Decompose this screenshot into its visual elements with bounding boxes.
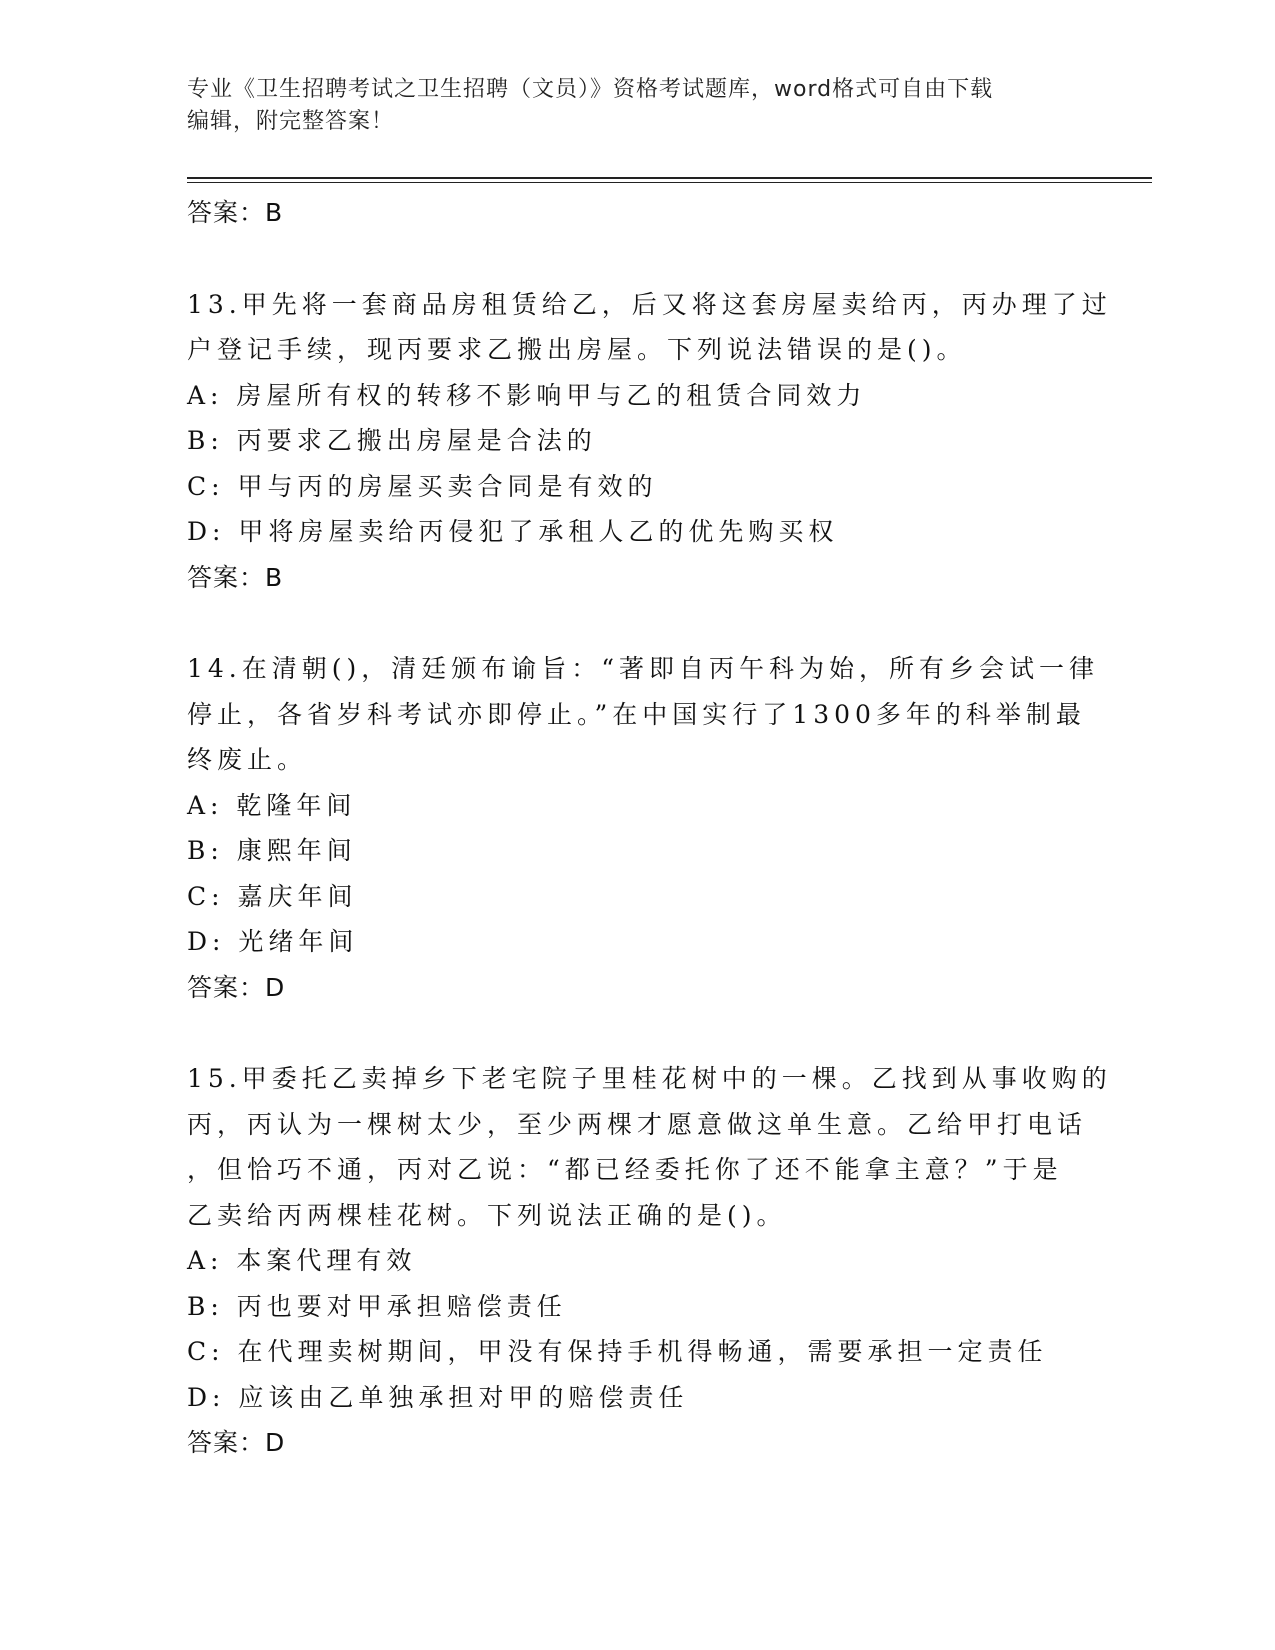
question-13	[187, 282, 1112, 601]
option-d: D: 光绪年间	[187, 927, 359, 956]
option-c: C: 甲与丙的房屋买卖合同是有效的	[187, 471, 658, 501]
header-rule-thin	[187, 182, 1152, 183]
option-d: D: 应该由乙单独承担对甲的赔偿责任	[187, 1382, 689, 1412]
question-stem-line: 乙卖给丙两棵桂花树。下列说法正确的是()。	[187, 1200, 787, 1230]
question-stem-line: 14.在清朝()，清廷颁布谕旨：“著即自丙午科为始，所有乡会试一律	[187, 654, 1100, 683]
question-stem-line: 15.甲委托乙卖掉乡下老宅院子里桂花树中的一棵。乙找到从事收购的	[187, 1064, 1112, 1093]
question-stem-line: 13.甲先将一套商品房租赁给乙，后又将这套房屋卖给丙，丙办理了过	[187, 289, 1112, 319]
option-b: B: 康熙年间	[187, 836, 357, 865]
question-stem-line: 户登记手续，现丙要求乙搬出房屋。下列说法错误的是()。	[187, 335, 967, 364]
option-b: B: 丙要求乙搬出房屋是合法的	[187, 426, 597, 455]
question-stem-line: 停止，各省岁科考试亦即停止。”在中国实行了1300多年的科举制最	[187, 699, 1086, 729]
option-d: D: 甲将房屋卖给丙侵犯了承租人乙的优先购买权	[187, 517, 839, 546]
document-header	[187, 74, 1067, 138]
answer-line: 答案：D	[187, 1428, 286, 1457]
question-stem-line: 丙，丙认为一棵树太少，至少两棵才愿意做这单生意。乙给甲打电话	[187, 1109, 1088, 1139]
spacer	[187, 236, 1087, 282]
option-c: C: 在代理卖树期间，甲没有保持手机得畅通，需要承担一定责任	[187, 1337, 1048, 1366]
option-a: A: 房屋所有权的转移不影响甲与乙的租赁合同效力	[187, 380, 867, 410]
question-14	[187, 646, 1100, 1010]
question-15	[187, 1056, 1112, 1466]
header-rule-thick	[187, 177, 1152, 179]
answer-line: 答案：D	[187, 972, 286, 1002]
question-stem-line: ，但恰巧不通，丙对乙说：“都已经委托你了还不能拿主意？”于是	[187, 1155, 1063, 1184]
option-a: A: 本案代理有效	[187, 1246, 417, 1275]
option-a: A: 乾隆年间	[187, 790, 357, 820]
spacer	[187, 600, 1087, 646]
answer-line: 答案：B	[187, 562, 284, 592]
option-b: B: 丙也要对甲承担赔偿责任	[187, 1291, 567, 1321]
spacer	[187, 1010, 1087, 1056]
header-line-1: 专业《卫生招聘考试之卫生招聘（文员）》资格考试题库，word格式可自由下载	[187, 77, 994, 102]
option-c: C: 嘉庆年间	[187, 881, 358, 911]
previous-answer: 答案：B	[187, 198, 284, 227]
question-list	[187, 190, 1112, 1466]
header-line-2: 编辑，附完整答案！	[187, 109, 395, 134]
question-stem-line: 终废止。	[187, 745, 308, 774]
